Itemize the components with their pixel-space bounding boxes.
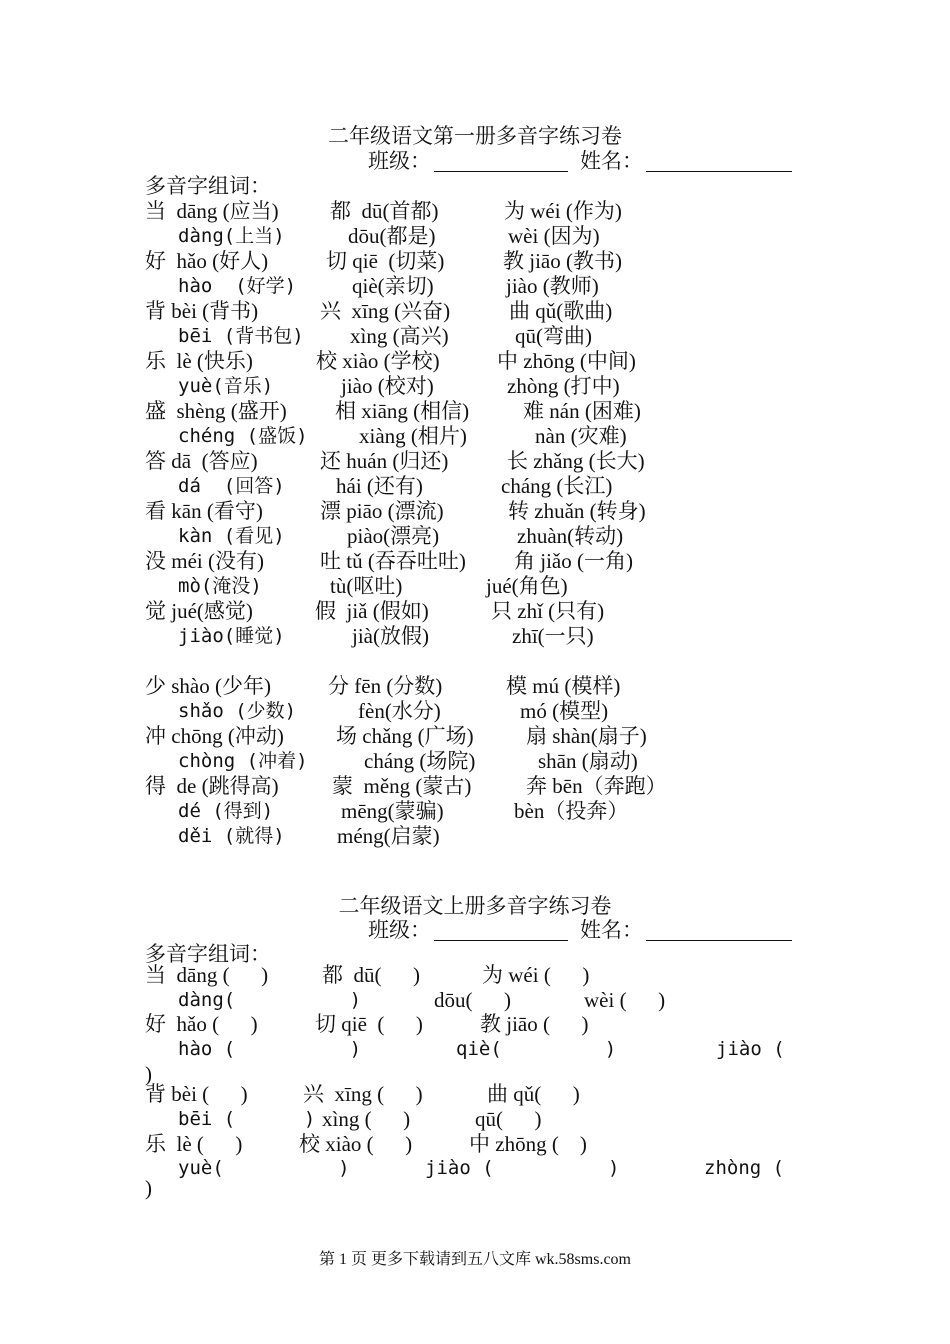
section1-entry-row-13-col-2: zhuàn(转动)	[517, 524, 624, 548]
section2-entry-row-9-col-0: )	[145, 1176, 152, 1200]
section1-entry-row-24-col-1: méng(启蒙)	[337, 824, 440, 848]
section2-class-field[interactable]	[434, 918, 568, 941]
section2-entry-row-5-col-2: 曲 qǔ( )	[487, 1082, 580, 1106]
section1-entry-row-17-col-1: jià(放假)	[352, 624, 429, 648]
section1-entry-row-9-col-1: xiàng (相片)	[359, 424, 467, 448]
section1-entry-row-23-col-2: bèn（投奔）	[514, 799, 629, 823]
section2-title: 二年级语文上册多音字练习卷	[338, 894, 612, 918]
section2-entry-row-1-col-1: dōu( )	[434, 988, 511, 1012]
section1-entry-row-22-col-2: 奔 bēn（奔跑）	[526, 774, 667, 798]
section1-entry-row-9-col-2: nàn (灾难)	[535, 424, 627, 448]
section1-entry-row-5-col-1: xìng (高兴)	[350, 324, 449, 348]
section1-entry-row-17-col-0: jiào(睡觉)	[178, 625, 285, 647]
section1-entry-row-14-col-1: 吐 tǔ (吞吞吐吐)	[320, 549, 466, 573]
section1-entry-row-1-col-2: wèi (因为)	[508, 224, 600, 248]
section2-entry-row-2-col-1: 切 qiē ( )	[315, 1012, 423, 1036]
section1-class-label: 班级：	[368, 149, 431, 173]
section1-entry-row-10-col-2: 长 zhǎng (长大)	[507, 449, 645, 473]
section1-entry-row-15-col-2: jué(角色)	[486, 574, 568, 598]
section1-entry-row-2-col-1: 切 qiē (切菜)	[326, 249, 445, 273]
section2-name-label: 姓名：	[580, 918, 643, 942]
section2-entry-row-0-col-2: 为 wéi ( )	[482, 963, 590, 987]
section1-entry-row-18-col-0: 少 shào (少年)	[145, 674, 271, 698]
section1-entry-row-11-col-0: dá (回答)	[178, 475, 285, 497]
section1-entry-row-23-col-0: dé (得到)	[178, 800, 274, 822]
section1-entry-row-21-col-2: shān (扇动)	[538, 749, 638, 773]
section1-class-field[interactable]	[434, 149, 568, 172]
section1-entry-row-14-col-2: 角 jiǎo (一角)	[514, 549, 633, 573]
section1-name-label: 姓名：	[580, 149, 643, 173]
section1-entry-row-16-col-1: 假 jiǎ (假如)	[315, 599, 429, 623]
section2-entry-row-6-col-0: bēi ( )	[178, 1108, 316, 1130]
section2-name-field[interactable]	[646, 918, 792, 941]
section2-entry-row-1-col-0: dàng( )	[178, 989, 362, 1011]
section1-entry-row-8-col-2: 难 nán (困难)	[523, 399, 641, 423]
section1-entry-row-5-col-2: qū(弯曲)	[515, 324, 592, 348]
section1-entry-row-6-col-0: 乐 lè (快乐)	[145, 349, 253, 373]
section1-entry-row-12-col-2: 转 zhuǎn (转身)	[508, 499, 646, 523]
section1-entry-row-20-col-1: 场 chǎng (广场)	[336, 724, 474, 748]
section1-entry-row-21-col-1: cháng (场院)	[364, 749, 476, 773]
section2-entry-row-7-col-1: 校 xiào ( )	[299, 1132, 413, 1156]
section1-entry-row-8-col-0: 盛 shèng (盛开)	[145, 399, 287, 423]
section1-title: 二年级语文第一册多音字练习卷	[328, 124, 622, 148]
section2-entry-row-2-col-2: 教 jiāo ( )	[480, 1012, 589, 1036]
section1-entry-row-24-col-0: děi (就得)	[178, 825, 285, 847]
section1-entry-row-20-col-2: 扇 shàn(扇子)	[526, 724, 647, 748]
section1-entry-row-15-col-0: mò(淹没)	[178, 575, 262, 597]
section2-entry-row-0-col-0: 当 dāng ( )	[145, 963, 269, 987]
section2-entry-row-3-col-1: qiè( )	[456, 1038, 617, 1060]
section1-entry-row-7-col-0: yuè(音乐)	[178, 375, 274, 397]
section2-heading: 多音字组词：	[145, 942, 271, 966]
section1-entry-row-21-col-0: chòng (冲着)	[178, 750, 308, 772]
section1-entry-row-20-col-0: 冲 chōng (冲动)	[145, 724, 284, 748]
section1-entry-row-6-col-1: 校 xiào (学校)	[316, 349, 440, 373]
section2-entry-row-2-col-0: 好 hǎo ( )	[145, 1012, 258, 1036]
section2-entry-row-5-col-1: 兴 xīng ( )	[303, 1082, 423, 1106]
section1-entry-row-22-col-0: 得 de (跳得高)	[145, 774, 279, 798]
section1-entry-row-14-col-0: 没 méi (没有)	[145, 549, 264, 573]
section2-entry-row-3-col-2: jiào (	[716, 1038, 785, 1060]
section1-entry-row-2-col-2: 教 jiāo (教书)	[503, 249, 622, 273]
section1-entry-row-3-col-0: hào (好学)	[178, 275, 297, 297]
section1-entry-row-8-col-1: 相 xiāng (相信)	[335, 399, 470, 423]
section2-entry-row-4-col-0: )	[145, 1062, 152, 1086]
section2-entry-row-8-col-2: zhòng (	[704, 1157, 785, 1179]
section1-entry-row-16-col-2: 只 zhǐ (只有)	[491, 599, 605, 623]
section1-entry-row-1-col-0: dàng(上当)	[178, 225, 285, 247]
section2-entry-row-1-col-2: wèi ( )	[584, 988, 666, 1012]
section1-entry-row-0-col-1: 都 dū(首都)	[330, 199, 439, 223]
section1-entry-row-7-col-2: zhòng (打中)	[507, 374, 620, 398]
section1-entry-row-10-col-0: 答 dā (答应)	[145, 449, 258, 473]
section1-entry-row-19-col-0: shǎo (少数)	[178, 700, 297, 722]
section1-entry-row-11-col-2: cháng (长江)	[501, 474, 613, 498]
section1-entry-row-4-col-0: 背 bèi (背书)	[145, 299, 259, 323]
section1-entry-row-11-col-1: hái (还有)	[336, 474, 423, 498]
section1-entry-row-18-col-1: 分 fēn (分数)	[328, 674, 443, 698]
section1-entry-row-22-col-1: 蒙 měng (蒙古)	[332, 774, 472, 798]
section1-entry-row-23-col-1: mēng(蒙骗)	[341, 799, 444, 823]
section1-entry-row-1-col-1: dōu(都是)	[348, 224, 436, 248]
section1-entry-row-0-col-2: 为 wéi (作为)	[504, 199, 622, 223]
section1-entry-row-15-col-1: tù(呕吐)	[330, 574, 403, 598]
section2-entry-row-0-col-1: 都 dū( )	[322, 963, 420, 987]
section1-entry-row-13-col-1: piào(漂亮)	[347, 524, 440, 548]
section1-entry-row-16-col-0: 觉 jué(感觉)	[145, 599, 253, 623]
section1-entry-row-17-col-2: zhī(一只)	[512, 624, 594, 648]
section1-entry-row-3-col-1: qiè(亲切)	[352, 274, 434, 298]
section1-entry-row-0-col-0: 当 dāng (应当)	[145, 199, 279, 223]
section2-entry-row-6-col-1: xìng ( )	[322, 1107, 411, 1131]
section1-entry-row-19-col-2: mó (模型)	[520, 699, 609, 723]
section1-entry-row-9-col-0: chéng (盛饭)	[178, 425, 308, 447]
section2-class-label: 班级：	[368, 918, 431, 942]
section2-entry-row-7-col-0: 乐 lè ( )	[145, 1132, 243, 1156]
section1-entry-row-12-col-0: 看 kān (看守)	[145, 499, 263, 523]
section1-entry-row-12-col-1: 漂 piāo (漂流)	[320, 499, 444, 523]
section1-entry-row-19-col-1: fèn(水分)	[358, 699, 441, 723]
section1-entry-row-18-col-2: 模 mú (模样)	[506, 674, 621, 698]
section2-entry-row-6-col-2: qū( )	[475, 1107, 542, 1131]
section2-entry-row-7-col-2: 中 zhōng ( )	[469, 1132, 587, 1156]
section1-entry-row-10-col-1: 还 huán (归还)	[320, 449, 449, 473]
section1-entry-row-6-col-2: 中 zhōng (中间)	[497, 349, 636, 373]
section1-heading: 多音字组词：	[145, 174, 271, 198]
section1-name-field[interactable]	[646, 149, 792, 172]
section2-entry-row-8-col-0: yuè( )	[178, 1157, 350, 1179]
section1-entry-row-13-col-0: kàn (看见)	[178, 525, 285, 547]
page-footer: 第 1 页 更多下载请到五八文库 wk.58sms.com	[318, 1251, 631, 1268]
section1-entry-row-3-col-2: jiào (教师)	[506, 274, 599, 298]
section1-entry-row-7-col-1: jiào (校对)	[341, 374, 434, 398]
section2-entry-row-5-col-0: 背 bèi ( )	[145, 1082, 248, 1106]
section1-entry-row-4-col-1: 兴 xīng (兴奋)	[320, 299, 451, 323]
section2-entry-row-8-col-1: jiào ( )	[425, 1157, 620, 1179]
section1-entry-row-2-col-0: 好 hǎo (好人)	[145, 249, 269, 273]
section1-entry-row-4-col-2: 曲 qǔ(歌曲)	[509, 299, 613, 323]
section1-entry-row-5-col-0: bēi (背书包)	[178, 325, 304, 347]
section2-entry-row-3-col-0: hào ( )	[178, 1038, 362, 1060]
